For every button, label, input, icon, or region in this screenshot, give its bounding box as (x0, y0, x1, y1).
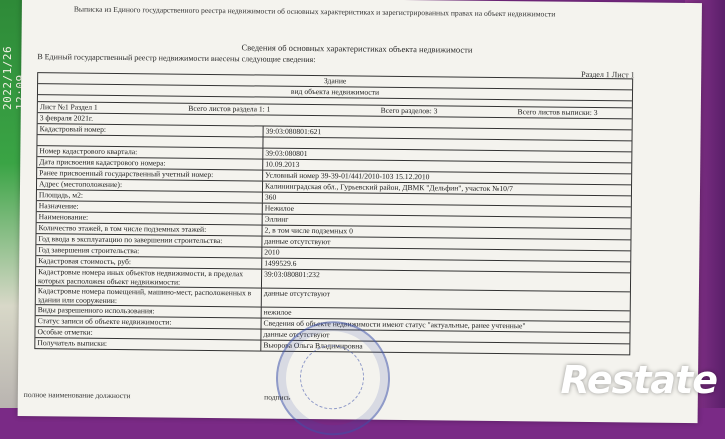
row-value: 39:03:080801 (265, 148, 308, 158)
sections-total: Всего разделов: 3 (380, 105, 438, 116)
official-seal (275, 321, 390, 436)
row-value: Вьюрова Ольга Владимировна (263, 340, 363, 351)
row-label: Дата присвоения кадастрового номера: (37, 157, 263, 169)
row-label: Год завершения строительства: (36, 245, 262, 257)
timestamp-label: 2022/1/26 (1, 45, 14, 110)
row-value: 39:03:080801:621 (265, 126, 322, 137)
row-label: Номер кадастрового квартала: (37, 146, 263, 158)
document-date: 3 февраля 2021г. (39, 113, 94, 123)
row-value: 2, в том числе подземных 0 (264, 225, 354, 236)
document-subtitle: В Единый государственный реестр недвижимости внесены следующие сведения: (37, 52, 316, 65)
row-label: Назначение: (37, 201, 263, 213)
position-caption: полное наименование должности (23, 390, 131, 401)
section-page-label: Раздел 1 Лист 1 (581, 69, 635, 80)
object-type-caption: вид объекта недвижимости (290, 86, 380, 97)
row-label: Наименование: (37, 212, 263, 224)
row-label: Особые отметки: (35, 327, 261, 339)
row-value: Условный номер 39-39-01/441/2010-103 15.12.2010 (265, 170, 430, 182)
document-title: Сведения об основных характеристиках объекта недвижимости (241, 42, 473, 55)
data-rows (35, 124, 631, 354)
row-label: Количество этажей, в том числе подземных этажей: (37, 223, 263, 235)
row-label: Кадастровые номера помещений, машино-мест, расположенных в здании или сооружении: (36, 286, 262, 306)
row-value: 2010 (264, 247, 280, 257)
signature-caption: подпись (264, 392, 291, 402)
row-value: Нежилое (264, 203, 295, 213)
object-type-value: Здание (323, 76, 347, 86)
row-label: Виды разрешенного использования: (36, 305, 262, 317)
row-label: Площадь, м2: (37, 190, 263, 202)
row-value: данные отсутствуют (264, 236, 331, 247)
row-value: данные отсутствуют (263, 329, 330, 340)
sheet-number: Лист №1 Раздел 1 (39, 102, 98, 112)
row-value: Сведения об объекте недвижимости имеют статус "актуальные, ранее учтенные" (263, 318, 526, 331)
row-value: нежилое (263, 307, 292, 317)
sheets-in-section: Всего листов раздела 1: 1 (188, 103, 271, 114)
seal-emblem (300, 345, 365, 410)
row-label: Кадастровые номера иных объектов недвижимости, в пределах которых расположен объект недвижимости: (36, 267, 262, 287)
row-label: Кадастровая стоимость, руб: (36, 256, 262, 268)
sheets-total: Всего листов выписки: 3 (517, 107, 598, 118)
row-value: 39:03:080801:232 (264, 269, 320, 280)
row-label: Получатель выписки: (35, 338, 261, 350)
restate-watermark (560, 358, 717, 402)
info-table (34, 69, 635, 355)
signature-footer (24, 390, 291, 402)
row-value: данные отсутствуют (263, 288, 330, 299)
document-header-line: Выписка из Единого государственного реестра недвижимости об основных характеристиках и зарегистрированных правах на объект недвижимости (73, 4, 556, 19)
row-label: Ранее присвоенный государственный учетный номер: (37, 168, 263, 180)
row-label: Адрес (местоположение): (37, 179, 263, 191)
row-value: 360 (264, 192, 277, 202)
row-value: 10.09.2013 (265, 159, 300, 169)
row-label: Год ввода в эксплуатацию по завершении строительства: (36, 234, 262, 246)
row-value: Эллинг (264, 214, 289, 224)
row-label: Статус записи об объекте недвижимости: (36, 316, 262, 328)
watermark-text: Restate (560, 358, 717, 402)
row-value: Калининградская обл., Гурьевский район, ДВМК "Дельфин", участок №10/7 (264, 181, 513, 194)
row-value: 1499529.6 (264, 258, 297, 268)
row-label: Кадастровый номер: (38, 124, 264, 136)
